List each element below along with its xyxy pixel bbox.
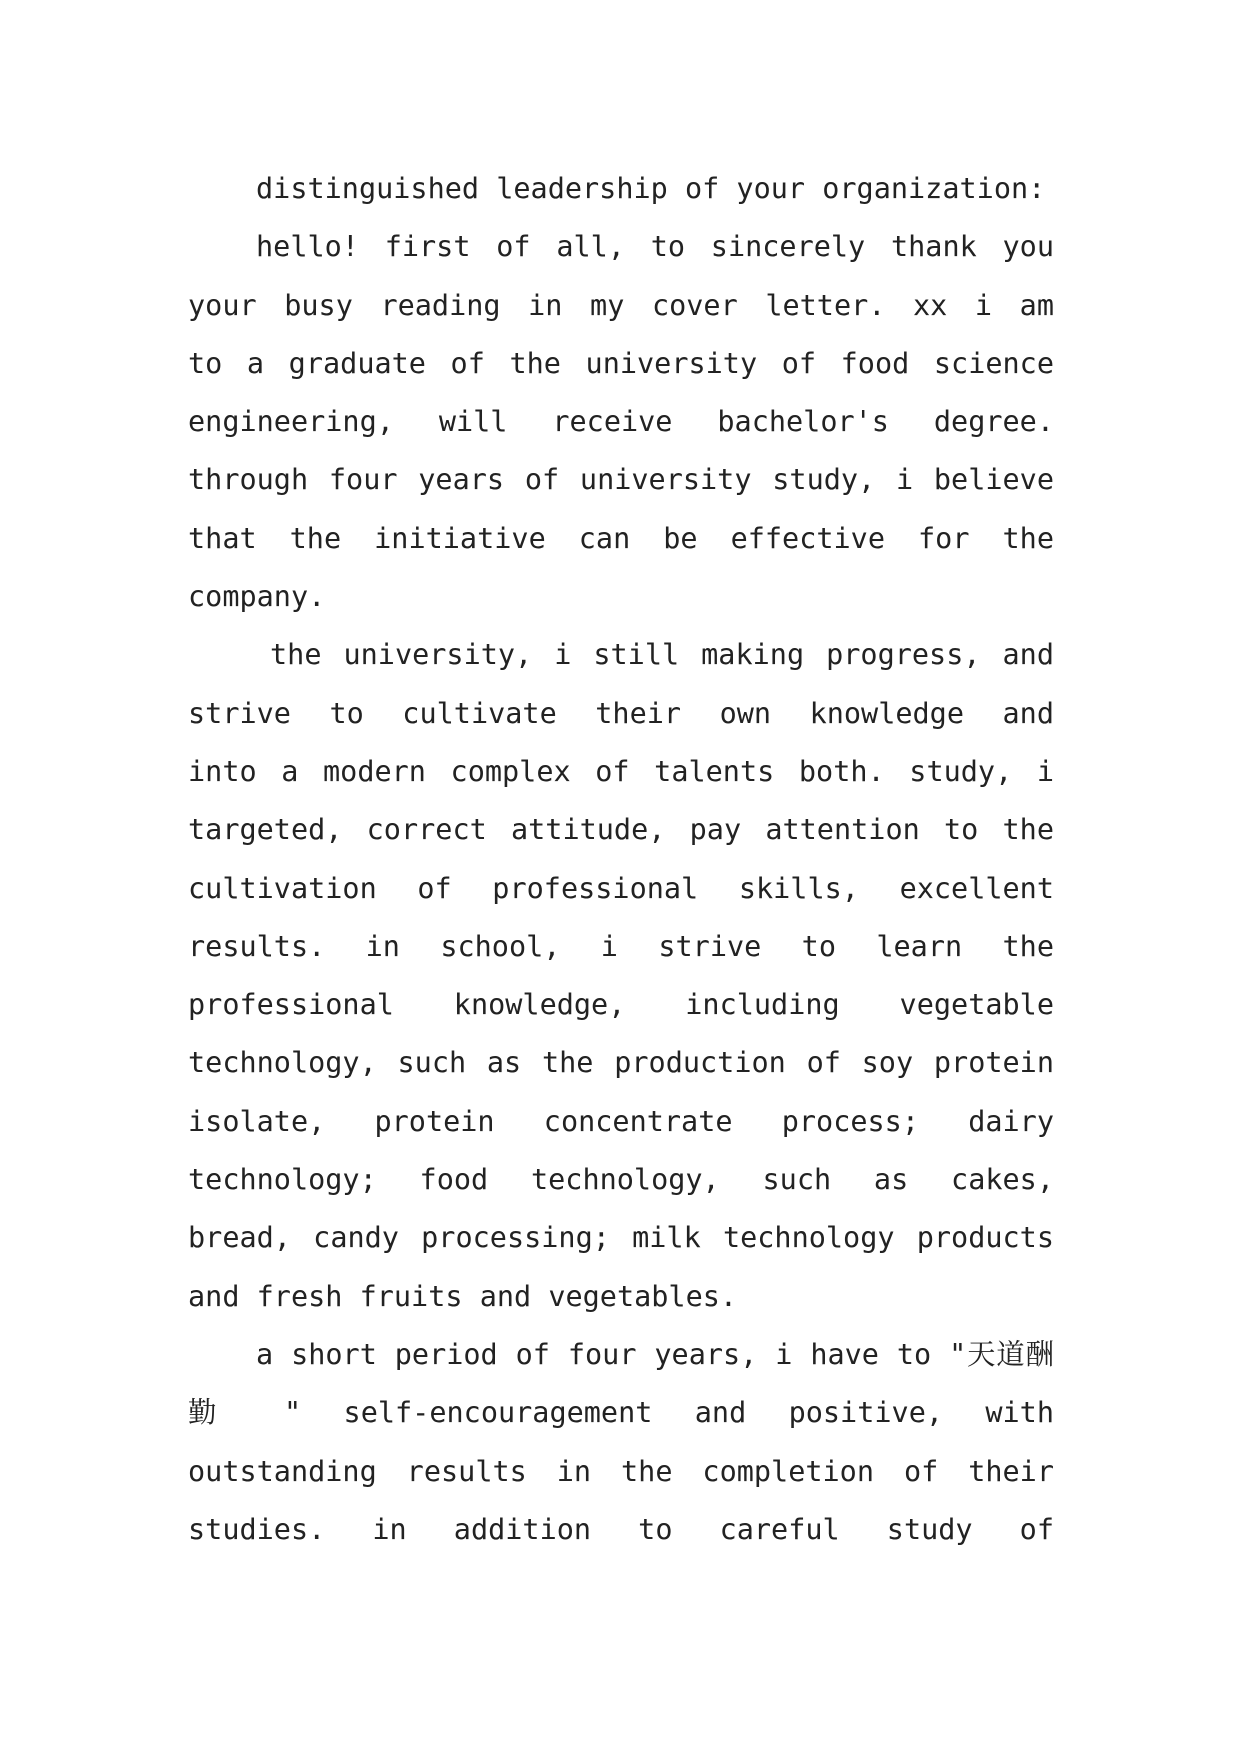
body-line: that the initiative can be effective for the bbox=[188, 521, 1054, 555]
body-line: studies. in addition to careful study of bbox=[188, 1512, 1054, 1546]
body-line: a short period of four years, i have to "天道酬 bbox=[256, 1337, 1054, 1371]
body-line: into a modern complex of talents both. study, i bbox=[188, 754, 1054, 788]
body-line: hello! first of all, to sincerely thank you bbox=[256, 230, 1054, 264]
salutation-line: distinguished leadership of your organization: bbox=[256, 172, 1046, 205]
body-line: technology; food technology, such as cakes, bbox=[188, 1163, 1054, 1197]
body-line: and fresh fruits and vegetables. bbox=[188, 1279, 738, 1313]
body-line: cultivation of professional skills, excellent bbox=[188, 871, 1054, 905]
body-line: technology, such as the production of soy protein bbox=[188, 1046, 1054, 1080]
body-line: to a graduate of the university of food science bbox=[188, 346, 1054, 380]
body-line: engineering, will receive bachelor's degree. bbox=[188, 405, 1054, 439]
body-line: through four years of university study, i believe bbox=[188, 463, 1054, 497]
body-line: professional knowledge, including vegetable bbox=[188, 988, 1054, 1022]
body-line: outstanding results in the completion of their bbox=[188, 1454, 1054, 1488]
body-line: targeted, correct attitude, pay attention to the bbox=[188, 813, 1054, 847]
body-line: your busy reading in my cover letter. xx i am bbox=[188, 288, 1054, 322]
body-line: 勤 " self-encouragement and positive, with bbox=[188, 1396, 1054, 1430]
body-line: results. in school, i strive to learn the bbox=[188, 929, 1054, 963]
body-line: company. bbox=[188, 580, 326, 614]
body-line: the university, i still making progress, and bbox=[270, 638, 1054, 672]
body-line: strive to cultivate their own knowledge and bbox=[188, 696, 1054, 730]
body-line: bread, candy processing; milk technology products bbox=[188, 1221, 1054, 1255]
body-line: isolate, protein concentrate process; dairy bbox=[188, 1104, 1054, 1138]
letter-body bbox=[188, 160, 1054, 1559]
